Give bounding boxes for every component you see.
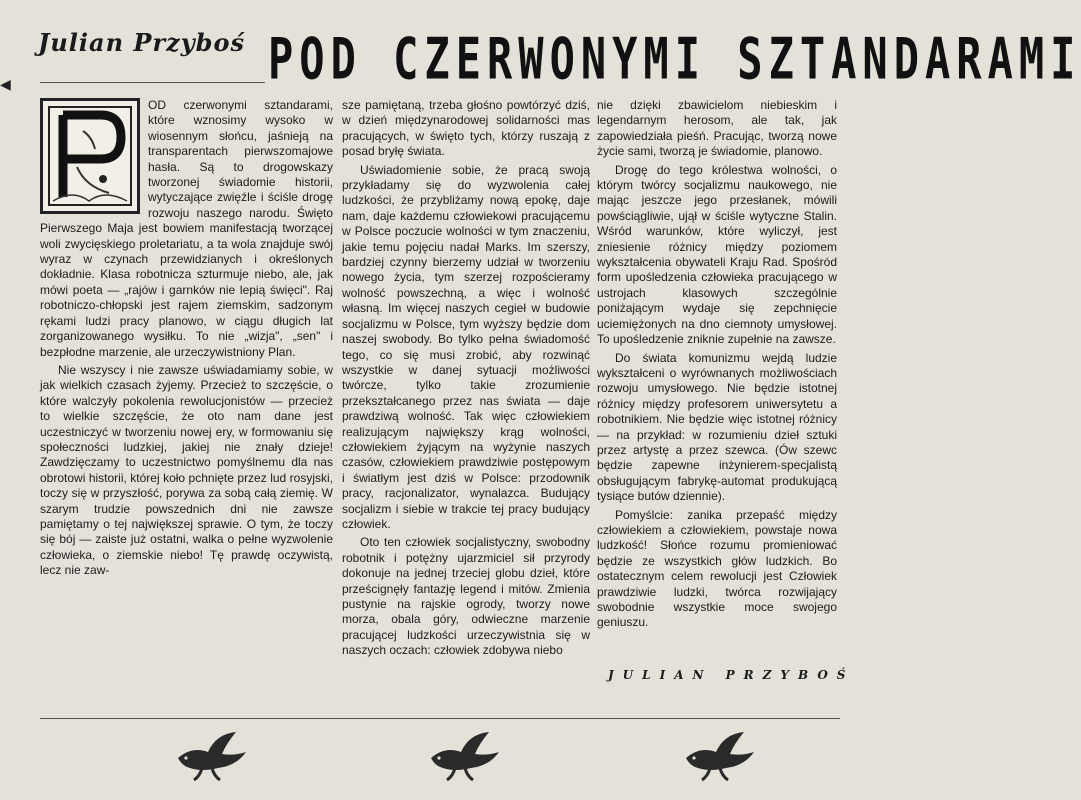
paragraph: Drogę do tego królestwa wolności, o którym twórcy socjalizmu naukowego, nie mając jeszcze jego przesłanek, mówili powściągliwie, ujął w ściśle wytyczne Stalin. Wśród warunków, które wyliczył, jest zniesienie różnicy między poziomem wykształcenia obywateli Kraju Rad. Spośród form upośledzenia człowieka pracującego w ustrojach klasowych szczególnie poniżającym wydaje się zepchnięcie uciemiężonych na dno ciemnoty umysłowej. To upośledzenie zniknie zupełnie na zawsze. [597, 162, 837, 347]
author-heading: Julian Przyboś [38, 28, 245, 57]
paragraph: nie dzięki zbawicielom niebieskim i legendarnym herosom, ale tak, jak zapowiedziała pieśń. Pracując, tworzą nowe życie sami, tworzą je świadomie, planowo. [597, 98, 837, 159]
paragraph: Nie wszyscy i nie zawsze uświadamiamy sobie, w jak wielkich czasach żyjemy. Przecież to szczęście, o które walczyły pokolenia rewolucjonistów — przecież to wielkie szczęście, że oto nam dane jest uczestniczyć w tworzeniu nowej ery, w formowaniu się społeczności ludzkiej, jakiej nie znały dzieje! Zawdzięczamy to uczestnictwo pomyślnemu dla nas obrotowi historii, której koło pchnięte przez lud rosyjski, toczy się w przyszłość, porywa za sobą całą ziemię. W szarym trudzie powszednich dni nie zawsze pamiętamy o tej największej sprawie. O tym, że toczy się bój — zaiste już ostatni, walka o pełne wyzwolenie człowieka, o ziemskie niebo! Tę prawdę oczywistą, lecz nie zaw- [40, 362, 333, 578]
edge-mark-icon: ◀ [0, 76, 11, 92]
dove-icon [680, 728, 760, 783]
article-title: POD CZERWONYMI SZTANDARAMI [268, 26, 1081, 93]
author-signature: JULIAN PRZYBOŚ [608, 668, 855, 682]
paragraph: sze pamiętaną, trzeba głośno powtórzyć dziś, w dzień międzynarodowej solidarności mas pracujących, w święto tych, którzy ruszają z posad bryłę świata. [342, 98, 590, 159]
paragraph: Do świata komunizmu wejdą ludzie wykształceni o wyrównanych możliwościach rozwoju umysłowego. Nie będzie istotnej różnicy między profesorem uniwersytetu a robotnikiem. Nie będzie więc istotnej różnicy — na przykład: w rozumieniu dzieł sztuki przez artystę a przez szewca. (Ów szewc będzie zapewne inżynierem-specjalistą obsługującym fabrykę-automat produkującą tysiące butów dziennie). [597, 350, 837, 504]
footer-rule [40, 718, 840, 719]
paragraph: Uświadomienie sobie, że pracą swoją przykładamy się do wyzwolenia całej ludzkości, że przybliżamy nową epokę, daje nam, daje każdemu człowiekowi pracującemu w Polsce poczucie wolności w tym znaczeniu, jakie temu pojęciu nadał Marks. Im szerszy, bardziej czynny bierzemy udział w tworzeniu nowego życia, tym szerzej rozpościeramy wolność powszechną, a więc i wolność własną. Im więcej naszych cegieł w budowie socjalizmu w Polsce, tym wyższy będzie dom naszej swobody. Bo tylko pełna świadomość tego, co się musi zrobić, aby rozwinąć wszystkie w danej sytuacji możliwości twórcze, tylko takie zrozumienie przekształcanego przez nas świata — daje prawdziwą wolność. Tak więc człowiekiem realizującym największy krąg wolności, człowiekiem żyjącym na wyżynie naszych czasów, człowiekiem prawdziwie postępowym i światłym jest dziś w Polsce: przodownik pracy, racjonalizator, wynalazca. Budujący socjalizm i siebie w trakcie tej pracy budujący człowiek. [342, 162, 590, 531]
article-column-1 [40, 98, 333, 698]
header-rule [40, 82, 265, 83]
paragraph: Pomyślcie: zanika przepaść między człowiekiem a człowiekiem, powstaje nowa ludzkość! Słońce rozumu promieniować będzie ze wszystkich głów ludzkich. Bo ostatecznym celem rewolucji jest Człowiek prawdziwie ludzki, twórca rozwijający swobodnie wszystkie moce swojego geniuszu. [597, 507, 837, 630]
paragraph: Oto ten człowiek socjalistyczny, swobodny robotnik i potężny ujarzmiciel sił przyrody dokonuje na jednej trzeciej globu dzieł, które prześcignęły fantazję legend i mitów. Zmienia pustynie na rajskie ogrody, tworzy nowe morza, obala góry, odwieczne marzenie pracującej ludzkości urzeczywistnia się w naszych oczach: człowiek zdobywa niebo [342, 535, 590, 658]
dove-icon [172, 728, 252, 783]
article-column-3 [597, 98, 855, 698]
decorative-initial-icon [40, 98, 140, 214]
article-column-2 [342, 98, 590, 686]
dove-icon [425, 728, 505, 783]
paragraph: OD czerwonymi sztandarami, które wznosimy wysoko w wiosennym słońcu, jaśnieją na transparentach pierwszomajowe hasła. Są to drogowskazy tworzonej świadomie historii, wytyczające zwięźle i ściśle drogę rozwoju naszego narodu. Święto Pierwszego Maja jest bowiem manifestacją tworzącej woli zwycięskiego proletariatu, a ta wola znajduje swój wyraz w czynach przewidzianych i określonych dokładnie. Klasa robotnicza szturmuje niebo, ale, jak mówi poeta — „rajów i garnków nie lepią święci". Raj robotniczo-chłopski jest rajem ziemskim, sadzonym rękami ludzi pracy planowo, w ciągu długich lat zorganizowanego wysiłku. To nie „wizja", „sen" i bezpłodne marzenie, ale urzeczywistniony Plan. [40, 98, 333, 359]
